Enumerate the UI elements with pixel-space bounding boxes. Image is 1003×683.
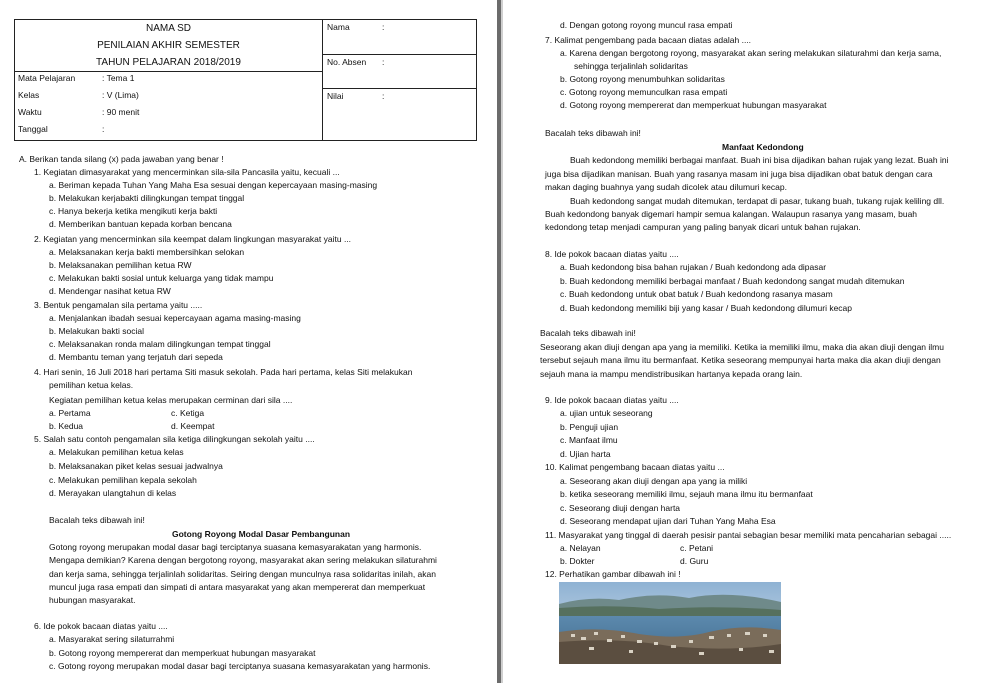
question-4-stem: Kegiatan pemilihan ketua kelas merupakan cerminan dari sila .... <box>49 395 293 405</box>
question-4-cont: pemilihan ketua kelas. <box>49 380 134 390</box>
option: d. Buah kedondong memiliki biji yang kasar / Buah kedondong dilumuri kecap <box>560 303 853 313</box>
header-rule <box>322 54 476 55</box>
option: a. Seseorang akan diuji dengan apa yang ia miliki <box>560 476 748 486</box>
option: c. Melakukan bakti sosial untuk keluarga yang tidak mampu <box>49 273 274 283</box>
header-divider <box>322 19 323 140</box>
option: c. Gotong royong merupakan modal dasar bagi terciptanya suasana kemasyarakatan yang harmonis. <box>49 661 431 671</box>
header-rule <box>14 71 323 72</box>
nama-colon: : <box>382 22 385 32</box>
question-8: 8. Ide pokok bacaan diatas yaitu .... <box>545 249 679 259</box>
option: a. Beriman kepada Tuhan Yang Maha Esa sesuai dengan kepercayaan masing-masing <box>49 180 378 190</box>
option: c. Petani <box>680 543 714 553</box>
option: a. Melakukan pemilihan ketua kelas <box>49 447 184 457</box>
question-11: 11. Masyarakat yang tinggal di daerah pesisir pantai sebagian besar memiliki mata pencaharian sebagai ..... <box>545 530 952 540</box>
info-label: Mata Pelajaran <box>18 73 76 83</box>
info-value: : V (Lima) <box>102 90 139 100</box>
question-7: 7. Kalimat pengembang pada bacaan diatas adalah .... <box>545 35 752 45</box>
passage-line: tersebut sejauh mana ilmu itu bermanfaat. Ketika seseorang mempunyai harta maka dia akan diuji dengan <box>540 355 941 365</box>
absen-label: No. Absen <box>327 57 367 67</box>
option: b. Gotong royong mempererat dan memperkuat hubungan masyarakat <box>49 648 316 658</box>
header-box <box>14 19 477 141</box>
option: b. Melaksanakan pemilihan ketua RW <box>49 260 192 270</box>
read-instruction: Bacalah teks dibawah ini! <box>49 515 145 525</box>
option: a. Melaksanakan kerja bakti membersihkan selokan <box>49 247 245 257</box>
nama-label: Nama <box>327 22 350 32</box>
question-3: 3. Bentuk pengamalan sila pertama yaitu ..... <box>34 300 203 310</box>
option: d. Membantu teman yang terjatuh dari sepeda <box>49 352 223 362</box>
option: c. Manfaat ilmu <box>560 435 618 445</box>
option: d. Mendengar nasihat ketua RW <box>49 286 171 296</box>
passage-line: Seseorang akan diuji dengan apa yang ia memiliki. Ketika ia memiliki ilmu, maka dia akan diuji dengan ilmu <box>540 342 944 352</box>
passage-line: makan daging buahnya yang sudah dicolek atau dilumuri kecap. <box>545 182 787 192</box>
option: a. Menjalankan ibadah sesuai kepercayaan agama masing-masing <box>49 313 301 323</box>
info-label: Kelas <box>18 90 40 100</box>
passage-line: Buah kedondong banyak digemari hampir semua kalangan. Walaupun rasanya yang masam, buah <box>545 209 918 219</box>
option: c. Melaksanakan ronda malam dilingkungan tempat tinggal <box>49 339 271 349</box>
passage-title: Gotong Royong Modal Dasar Pembangunan <box>172 529 351 539</box>
absen-colon: : <box>382 57 385 67</box>
info-value: : Tema 1 <box>102 73 135 83</box>
option: b. Kedua <box>49 421 84 431</box>
option: b. Melakukan kerjabakti dilingkungan tempat tinggal <box>49 193 245 203</box>
option: a. Pertama <box>49 408 91 418</box>
option: b. ketika seseorang memiliki ilmu, sejauh mana ilmu itu bermanfaat <box>560 489 813 499</box>
option: d. Keempat <box>171 421 215 431</box>
option: d. Seseorang mendapat ujian dari Tuhan Yang Maha Esa <box>560 516 776 526</box>
option: d. Memberikan bantuan kepada korban bencana <box>49 219 232 229</box>
info-label: Tanggal <box>18 124 48 134</box>
question-9: 9. Ide pokok bacaan diatas yaitu .... <box>545 395 679 405</box>
nilai-label: Nilai <box>327 91 344 101</box>
photo-svg <box>559 582 781 664</box>
question-12: 12. Perhatikan gambar dibawah ini ! <box>545 569 681 579</box>
passage-line: dan kerja sama, sehingga terjalinlah solidaritas. Seiring dengan munculnya rasa solidaritas inilah, akan <box>49 569 436 579</box>
option: d. Ujian harta <box>560 449 611 459</box>
info-value: : 90 menit <box>102 107 140 117</box>
option: d. Guru <box>680 556 709 566</box>
header-rule <box>322 88 476 89</box>
passage-line: kedondong tetap menjadi campuran yang paling banyak dicari untuk bahan rujakan. <box>545 222 861 232</box>
passage-line: juga bisa dijadikan manisan. Buah yang rasanya masam ini juga bisa dijadikan obat batuk dengan cara <box>545 169 933 179</box>
question-2: 2. Kegiatan yang mencerminkan sila keempat dalam lingkungan masyarakat yaitu ... <box>34 234 352 244</box>
passage-line: sejauh mana ia mampu mendistribusikan hartanya kepada orang lain. <box>540 369 803 379</box>
passage-title: Manfaat Kedondong <box>722 142 804 152</box>
option: c. Gotong royong memunculkan rasa empati <box>560 87 728 97</box>
nilai-colon: : <box>382 91 385 101</box>
passage-line: Mengapa demikian? Karena dengan bergotong royong, masyarakat akan sering melakukan silaturahmi <box>49 555 437 565</box>
passage-line: hubungan masyarakat. <box>49 595 136 605</box>
option: b. Melakukan bakti social <box>49 326 144 336</box>
page-divider-shadow <box>501 0 503 683</box>
read-instruction: Bacalah teks dibawah ini! <box>545 128 641 138</box>
option: c. Seseorang diuji dengan harta <box>560 503 681 513</box>
question-10: 10. Kalimat pengembang bacaan diatas yaitu ... <box>545 462 725 472</box>
option: b. Gotong royong menumbuhkan solidaritas <box>560 74 725 84</box>
school-name: NAMA SD <box>145 23 191 34</box>
passage-line: muncul juga rasa empati dan simpati di antara masyarakat yang akan mempererat dan memperkuat <box>49 582 426 592</box>
option: a. ujian untuk seseorang <box>560 408 653 418</box>
school-year: TAHUN PELAJARAN 2018/2019 <box>96 57 241 68</box>
option-cont: sehingga terjalinlah solidaritas <box>574 61 688 71</box>
question-6: 6. Ide pokok bacaan diatas yaitu .... <box>34 621 168 631</box>
passage-line: Buah kedondong sangat mudah ditemukan, terdapat di pasar, tukang buah, tukang rujak keliling dll. <box>570 196 945 206</box>
option: a. Karena dengan bergotong royong, masyarakat akan sering melakukan silaturahmi dan kerja sama, <box>560 48 942 58</box>
coastal-town-photo-icon <box>559 582 781 664</box>
option: b. Penguji ujian <box>560 422 619 432</box>
option: c. Buah kedondong untuk obat batuk / Buah kedondong rasanya masam <box>560 289 833 299</box>
option: d. Gotong royong mempererat dan memperkuat hubungan masyarakat <box>560 100 827 110</box>
option: a. Masyarakat sering silaturrahmi <box>49 634 175 644</box>
option: c. Melakukan pemilihan kepala sekolah <box>49 475 197 485</box>
option: a. Buah kedondong bisa bahan rujakan / Buah kedondong ada dipasar <box>560 262 827 272</box>
instruction: A. Berikan tanda silang (x) pada jawaban yang benar ! <box>19 154 224 164</box>
option: c. Hanya bekerja ketika mengikuti kerja bakti <box>49 206 218 216</box>
option: c. Ketiga <box>171 408 205 418</box>
passage-line: Gotong royong merupakan modal dasar bagi terciptanya suasana kemasyarakatan yang harmonis. <box>49 542 422 552</box>
option: a. Nelayan <box>560 543 601 553</box>
info-value: : <box>102 124 105 134</box>
question-1: 1. Kegiatan dimasyarakat yang mencerminkan sila-sila Pancasila yaitu, kecuali ... <box>34 167 340 177</box>
question-4: 4. Hari senin, 16 Juli 2018 hari pertama Siti masuk sekolah. Pada hari pertama, kelas Siti melakukan <box>34 367 413 377</box>
passage-line: Buah kedondong memiliki berbagai manfaat. Buah ini bisa dijadikan bahan rujak yang lezat. Buah ini <box>570 155 949 165</box>
option: b. Melaksanakan piket kelas sesuai jadwalnya <box>49 461 223 471</box>
question-5: 5. Salah satu contoh pengamalan sila ketiga dilingkungan sekolah yaitu .... <box>34 434 315 444</box>
exam-title: PENILAIAN AKHIR SEMESTER <box>97 40 240 51</box>
option: b. Dokter <box>560 556 595 566</box>
option: b. Buah kedondong memiliki berbagai manfaat / Buah kedondong sangat mudah ditemukan <box>560 276 905 286</box>
info-label: Waktu <box>18 107 42 117</box>
option: d. Dengan gotong royong muncul rasa empati <box>560 20 733 30</box>
read-instruction: Bacalah teks dibawah ini! <box>540 328 636 338</box>
option: d. Merayakan ulangtahun di kelas <box>49 488 177 498</box>
